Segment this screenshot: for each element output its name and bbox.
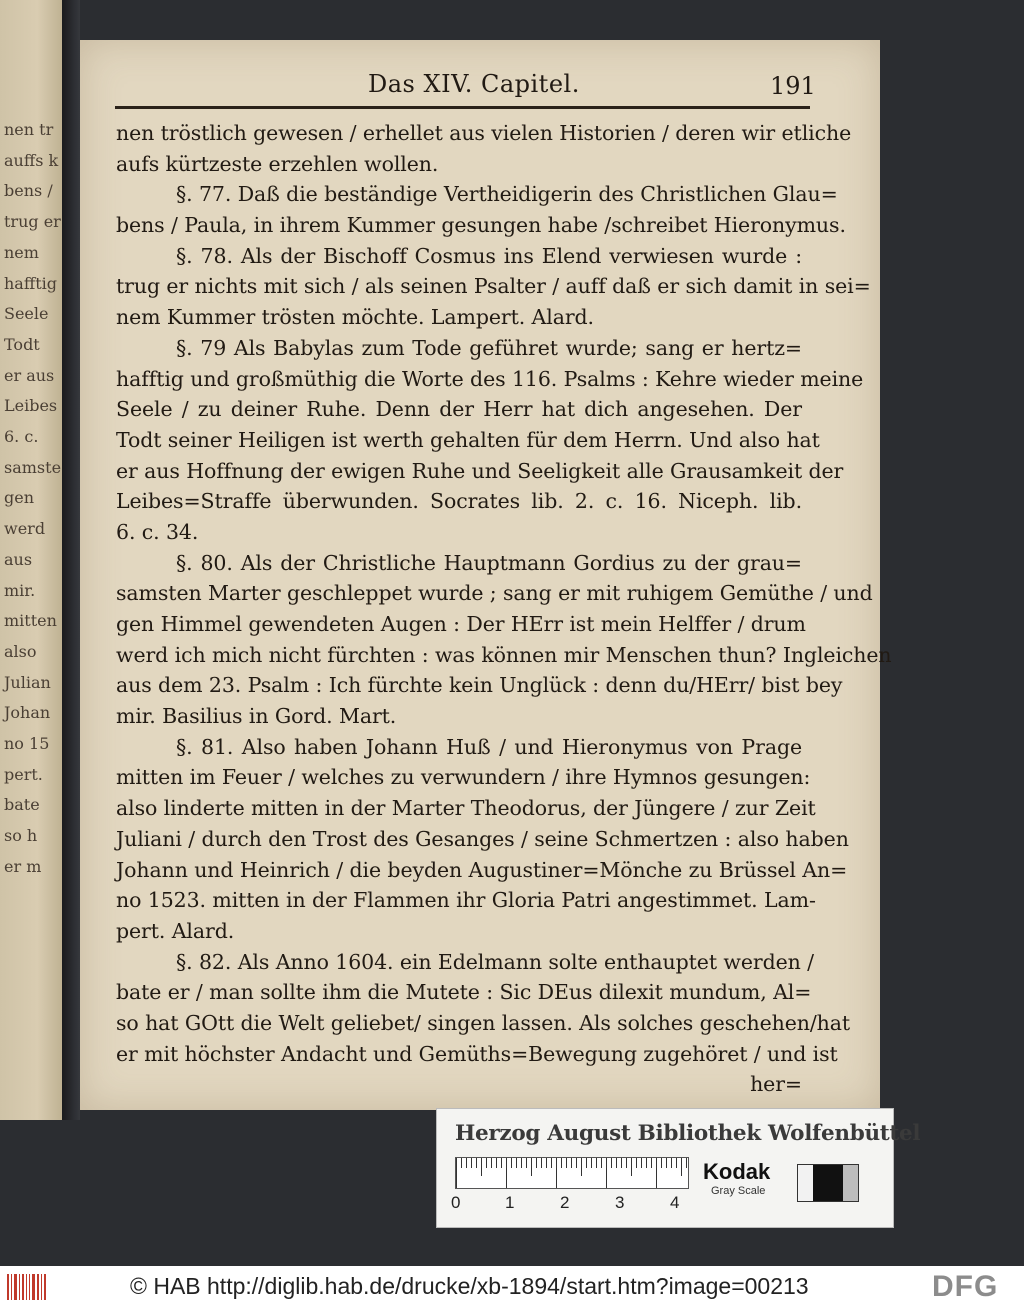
- ruler-tick: [681, 1158, 682, 1176]
- ruler-tick: [476, 1158, 477, 1168]
- ruler-tick: [686, 1158, 687, 1168]
- text-line: 6. c. 34.: [116, 519, 199, 544]
- ruler-label: 3: [615, 1193, 625, 1212]
- barcode-bar: [22, 1274, 24, 1300]
- previous-page-fragment: hafftig: [4, 273, 57, 293]
- previous-page-fragment: gen: [4, 488, 35, 508]
- text-line: also linderte mitten in der Marter Theodorus, der Jüngere / zur Zeit: [116, 796, 816, 821]
- ruler-tick: [641, 1158, 642, 1168]
- ruler-tick: [591, 1158, 592, 1168]
- ruler-tick: [671, 1158, 672, 1168]
- barcode-bar: [29, 1274, 30, 1300]
- ruler-tick: [516, 1158, 517, 1168]
- text-line: werd ich mich nicht fürchten : was können mir Menschen thun? Ingleichen: [116, 642, 892, 667]
- gray-patch: [843, 1165, 858, 1201]
- previous-page-fragment: mitten: [4, 611, 57, 631]
- footer-bar: [0, 1266, 1024, 1308]
- barcode-bar: [26, 1274, 27, 1300]
- barcode-bar: [44, 1274, 46, 1300]
- ruler-tick: [631, 1158, 632, 1176]
- ruler-tick: [466, 1158, 467, 1168]
- text-line: hafftig und großmüthig die Worte des 116. Psalms : Kehre wieder meine: [116, 366, 864, 391]
- ruler-tick: [601, 1158, 602, 1168]
- ruler-tick: [491, 1158, 492, 1168]
- ruler-tick: [596, 1158, 597, 1168]
- text-line: Seele / zu deiner Ruhe. Denn der Herr hat dich angesehen. Der: [116, 397, 802, 422]
- gray-patch: [828, 1165, 843, 1201]
- text-line: Todt seiner Heiligen ist werth gehalten für dem Herrn. Und also hat: [116, 427, 820, 452]
- library-name: Herzog August Bibliothek Wolfenbüttel: [455, 1121, 921, 1146]
- gray-patch: [798, 1165, 813, 1201]
- text-line: §. 81. Also haben Johann Huß / und Hieronymus von Prage: [176, 734, 802, 759]
- ruler-tick: [521, 1158, 522, 1168]
- previous-page-fragment: 6. c.: [4, 427, 39, 446]
- previous-page-fragment: also: [4, 641, 37, 661]
- ruler-tick: [481, 1158, 482, 1176]
- ruler-tick: [661, 1158, 662, 1168]
- scale-ruler: [455, 1157, 689, 1189]
- previous-page-fragment: no 15: [4, 734, 50, 753]
- text-line: §. 82. Als Anno 1604. ein Edelmann solte enthauptet werden /: [176, 949, 814, 974]
- ruler-label: 1: [505, 1193, 515, 1212]
- ruler-tick: [486, 1158, 487, 1168]
- text-line: her=: [750, 1072, 802, 1097]
- text-line: no 1523. mitten in der Flammen ihr Gloria Patri angestimmet. Lam-: [116, 888, 816, 913]
- page-number: 191: [770, 72, 816, 100]
- ruler-tick: [471, 1158, 472, 1168]
- text-line: samsten Marter geschleppet wurde ; sang er mit ruhigem Gemüthe / und: [116, 581, 873, 606]
- ruler-tick: [496, 1158, 497, 1168]
- previous-page-fragment: werd: [4, 519, 46, 539]
- ruler-tick: [666, 1158, 667, 1168]
- text-line: bens / Paula, in ihrem Kummer gesungen habe /schreibet Hieronymus.: [116, 213, 846, 238]
- gray-scale-patches: [797, 1164, 859, 1202]
- ruler-tick: [566, 1158, 567, 1168]
- text-line: §. 77. Daß die beständige Vertheidigerin des Christlichen Glau=: [176, 182, 838, 207]
- previous-page-fragment: er aus: [4, 365, 55, 385]
- previous-page-fragment: auffs k: [4, 150, 59, 170]
- ruler-tick: [461, 1158, 462, 1168]
- ruler-tick: [526, 1158, 527, 1168]
- ruler-label: 0: [451, 1193, 461, 1212]
- text-line: nem Kummer trösten möchte. Lampert. Alard.: [116, 305, 594, 330]
- previous-page-fragment: bate: [4, 795, 40, 815]
- barcode-bar: [37, 1274, 39, 1300]
- previous-page-fragment: nem: [4, 242, 39, 262]
- body-text: [116, 118, 892, 1100]
- previous-page-fragment: Julian: [4, 672, 51, 692]
- dfg-logo: DFG: [932, 1270, 999, 1303]
- ruler-tick: [561, 1158, 562, 1168]
- copyright-url[interactable]: © HAB http://diglib.hab.de/drucke/xb-1894/start.htm?image=00213: [130, 1273, 809, 1299]
- previous-page-fragment: nen tr: [4, 120, 54, 139]
- text-line: §. 78. Als der Bischoff Cosmus ins Elend verwiesen wurde :: [176, 243, 802, 268]
- text-line: Leibes=Straffe überwunden. Socrates lib. 2. c. 16. Niceph. lib.: [116, 489, 802, 514]
- text-line: gen Himmel gewendeten Augen : Der HErr ist mein Helffer / drum: [116, 612, 806, 636]
- text-line: aus dem 23. Psalm : Ich fürchte kein Unglück : denn du/HErr/ bist bey: [116, 673, 843, 698]
- previous-page-fragment: aus: [4, 549, 33, 569]
- ruler-tick: [506, 1158, 507, 1188]
- ruler-tick: [636, 1158, 637, 1168]
- book-page: [80, 40, 892, 1110]
- ruler-tick: [621, 1158, 622, 1168]
- header-rule: [115, 106, 810, 109]
- ruler-label: 4: [670, 1193, 680, 1212]
- previous-page-fragment: Seele: [4, 304, 49, 324]
- text-line: bate er / man sollte ihm die Mutete : Sic DEus dilexit mundum, Al=: [116, 980, 812, 1005]
- barcode-bar: [41, 1274, 42, 1300]
- text-line: nen tröstlich gewesen / erhellet aus vielen Historien / deren wir etliche: [116, 121, 852, 145]
- ruler-tick: [456, 1158, 457, 1188]
- ruler-tick: [531, 1158, 532, 1176]
- ruler-tick: [576, 1158, 577, 1168]
- previous-page-fragment: samste: [4, 457, 62, 477]
- text-line: Johann und Heinrich / die beyden Augustiner=Mönche zu Brüssel An=: [116, 857, 848, 882]
- ruler-tick: [586, 1158, 587, 1168]
- ruler-tick: [676, 1158, 677, 1168]
- previous-page-fragment: trug er: [4, 212, 61, 232]
- ruler-tick: [571, 1158, 572, 1168]
- text-line: aufs kürtzeste erzehlen wollen.: [116, 151, 439, 176]
- ruler-tick: [541, 1158, 542, 1168]
- ruler-label: 2: [560, 1193, 570, 1212]
- previous-page-fragment: bens /: [4, 181, 53, 201]
- barcode-icon: [6, 1272, 46, 1302]
- text-line: Juliani / durch den Trost des Gesanges / seine Schmertzen : also haben: [116, 826, 849, 851]
- previous-page-edge: [0, 0, 64, 1120]
- text-line: §. 79 Als Babylas zum Tode geführet wurde; sang er hertz=: [176, 335, 802, 360]
- ruler-labels: [447, 1193, 697, 1217]
- ruler-tick: [646, 1158, 647, 1168]
- ruler-tick: [656, 1158, 657, 1188]
- book-spine-shadow: [62, 0, 80, 1120]
- previous-page-fragment: er m: [4, 856, 42, 876]
- barcode-bar: [19, 1274, 20, 1300]
- ruler-tick: [546, 1158, 547, 1168]
- text-line: mir. Basilius in Gord. Mart.: [116, 704, 397, 729]
- text-line: er aus Hoffnung der ewigen Ruhe und Seeligkeit alle Grausamkeit der: [116, 458, 844, 483]
- ruler-tick: [556, 1158, 557, 1188]
- ruler-tick: [651, 1158, 652, 1168]
- barcode-bar: [7, 1274, 9, 1300]
- ruler-tick: [606, 1158, 607, 1188]
- previous-page-fragment: pert.: [4, 764, 43, 784]
- gray-patch: [813, 1165, 828, 1201]
- text-line: er mit höchster Andacht und Gemüths=Bewegung zugehöret / und ist: [116, 1041, 838, 1066]
- previous-page-fragment: Todt: [4, 334, 40, 354]
- ruler-tick: [536, 1158, 537, 1168]
- text-line: pert. Alard.: [116, 918, 235, 943]
- ruler-tick: [626, 1158, 627, 1168]
- ruler-tick: [616, 1158, 617, 1168]
- text-line: so hat GOtt die Welt geliebet/ singen lassen. Als solches geschehen/hat: [116, 1010, 851, 1035]
- barcode-bar: [11, 1274, 12, 1300]
- gray-scale-label: Gray Scale: [711, 1185, 766, 1197]
- ruler-tick: [501, 1158, 502, 1168]
- ruler-tick: [511, 1158, 512, 1168]
- previous-page-fragment: mir.: [4, 580, 36, 600]
- ruler-tick: [581, 1158, 582, 1176]
- barcode-bar: [14, 1274, 17, 1300]
- text-line: trug er nichts mit sich / als seinen Psalter / auff daß er sich damit in sei=: [116, 274, 871, 299]
- previous-page-fragment: Leibes: [4, 396, 58, 416]
- previous-page-fragment: so h: [4, 826, 38, 846]
- kodak-logo: Kodak: [703, 1159, 771, 1184]
- barcode-bar: [32, 1274, 35, 1300]
- color-reference-card: [436, 1108, 921, 1228]
- text-line: §. 80. Als der Christliche Hauptmann Gordius zu der grau=: [176, 550, 802, 575]
- running-title: Das XIV. Capitel.: [368, 70, 580, 98]
- ruler-tick: [551, 1158, 552, 1168]
- ruler-tick: [611, 1158, 612, 1168]
- text-line: mitten im Feuer / welches zu verwundern / ihre Hymnos gesungen:: [116, 765, 811, 790]
- previous-page-fragment: Johan: [4, 703, 51, 723]
